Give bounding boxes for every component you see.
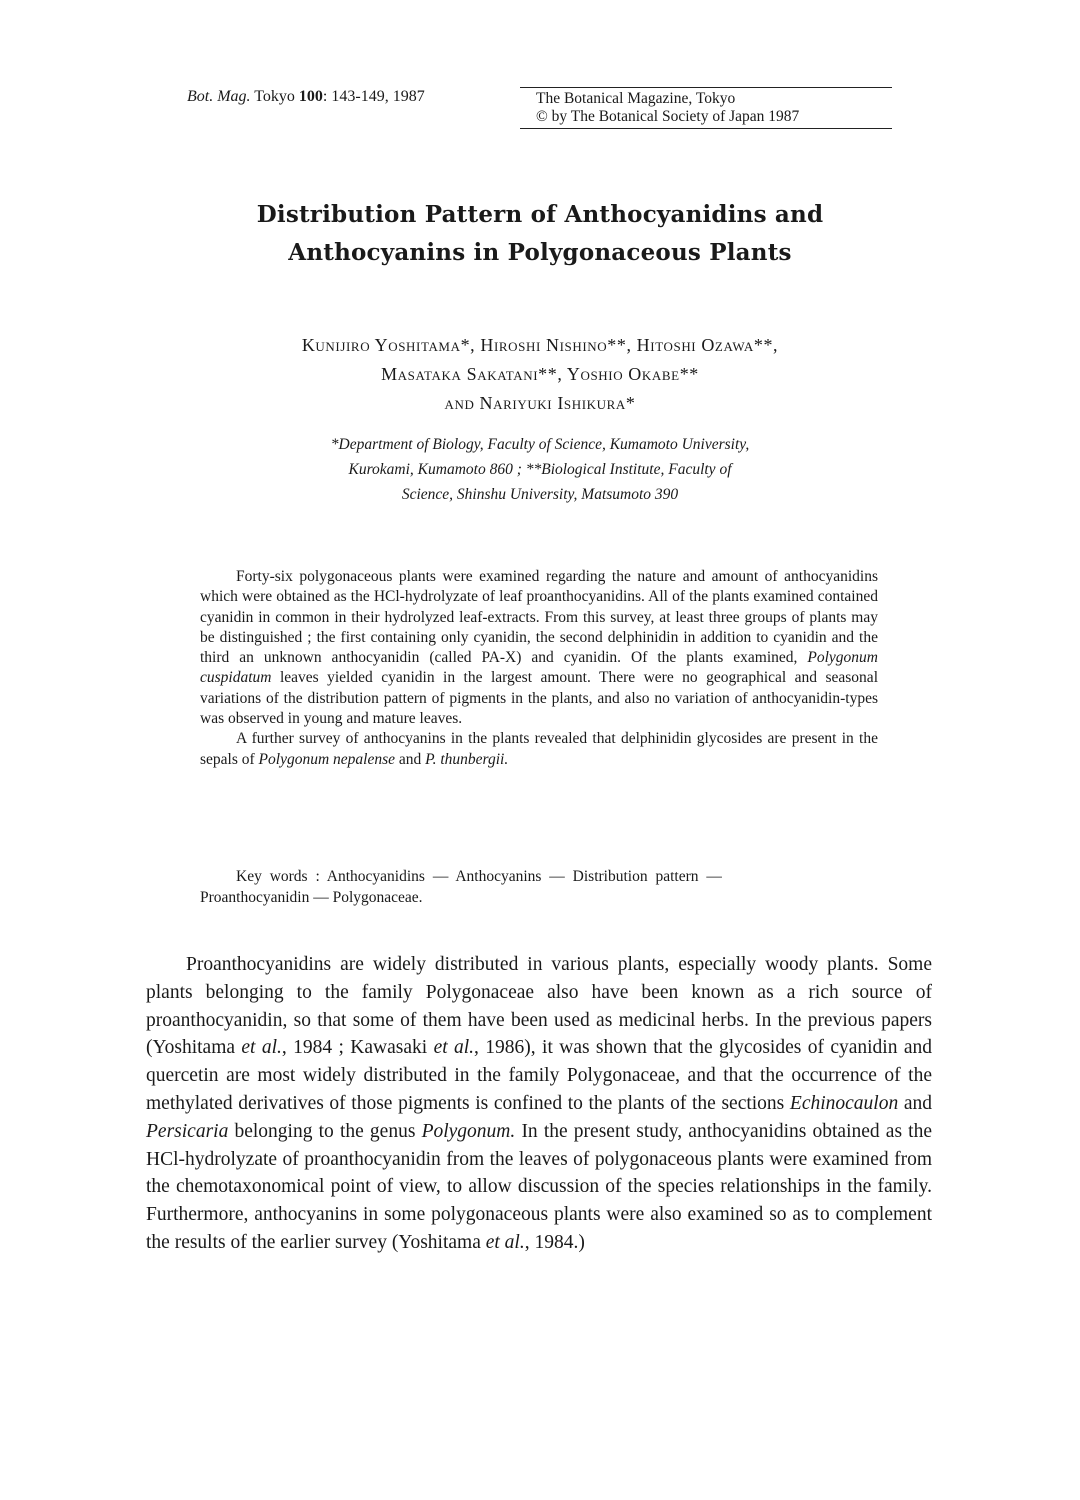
journal-city: Tokyo — [254, 88, 295, 105]
journal-volume: 100 — [298, 88, 323, 105]
abstract-text: Forty-six polygonaceous plants were examined regarding the nature and amount of anthocyanidins which were obtained as the HCl-hydrolyzate of leaf proanthocyanidins. All of the plants examined contained cyanidin in common in their hydrolyzed leaf-extracts. From this survey, at least three groups of plants may be distinguished ; the first containing only cyanidin, the second delphinidin in addition to cyanidin and the third an unknown anthocyanidin (called PA-X) and cyanidin. Of the plants examined, — [200, 568, 878, 667]
title-line-1: Distribution Pattern of Anthocyanidins and — [256, 201, 824, 228]
introduction-paragraph — [146, 951, 932, 1257]
abstract-paragraph-1 — [200, 567, 878, 729]
body-text: Proanthocyanidins are widely distributed in various plants, especially woody plants. Some plants belonging to the family Polygonaceae also have been known as a rich source of proanthocyanidin, so that some of them have been used as medicinal herbs. In the previous papers (Yoshitama — [146, 954, 932, 1059]
genus-name: Polygonum. — [421, 1120, 516, 1142]
abstract-text: leaves yielded cyanidin in the largest amount. There were no geographical and seasonal variations of the distribution pattern of pigments in the plants, and also no variation of anthocyanidin-types was observed in young and mature leaves. — [200, 669, 878, 728]
affiliation-line-3: Science, Shinshu University, Matsumoto 390 — [401, 486, 679, 503]
affiliations — [0, 432, 1080, 507]
body-text: and — [903, 1092, 932, 1114]
citation-etal: et al. — [433, 1037, 475, 1059]
species-name: P. thunbergii. — [425, 750, 509, 768]
body-text: belonging to the genus — [234, 1120, 416, 1142]
body-text: In the present study, anthocyanidins obtained as the HCl-hydrolyzate of proanthocyanidin from the leaves of polygonaceous plants were examined from the chemotaxonomical point of view, to allow discussion of the species relationships in the family. Furthermore, anthocyanins in some polygonaceous plants were also examined so as to complement the results of the earlier survey (Yoshitama — [146, 1120, 933, 1253]
journal-name: Bot. Mag. — [187, 88, 251, 105]
body-text: , 1984 ; Kawasaki — [281, 1037, 428, 1059]
masthead-line-1: The Botanical Magazine, Tokyo — [536, 90, 736, 107]
abstract-text: and — [398, 750, 422, 768]
journal-citation — [187, 88, 425, 106]
abstract-text: A further survey of anthocyanins in the plants revealed that delphinidin glycosides are present in the sepals of — [200, 730, 878, 768]
species-name: Polygonum nepalense — [258, 750, 395, 768]
section-name: Persicaria — [146, 1120, 229, 1142]
introduction — [146, 951, 932, 1257]
abstract-paragraph-2 — [200, 729, 878, 770]
authors-line-2: Masataka Sakatani**, Yoshio Okabe** — [381, 364, 699, 384]
section-name: Echinocaulon — [789, 1092, 899, 1114]
key-words-line-2: Proanthocyanidin — Polygonaceae. — [200, 889, 423, 906]
body-text: , 1984.) — [524, 1231, 585, 1253]
title-line-2: Anthocyanins in Polygonaceous Plants — [288, 239, 792, 266]
species-name: Polygonum cuspidatum — [200, 649, 879, 687]
author-list — [0, 331, 1080, 418]
abstract — [200, 567, 878, 770]
article-title — [0, 196, 1080, 272]
journal-pages-year: : 143-149, 1987 — [322, 88, 425, 105]
affiliation-line-2: Kurokami, Kumamoto 860 ; **Biological Institute, Faculty of — [348, 461, 732, 478]
key-words — [200, 866, 878, 908]
body-text: , 1986), it was shown that the glycosides of cyanidin and quercetin are most widely distributed in the family Polygonaceae, and that the occurrence of the methylated derivatives of those pigments is confined to the plants of the sections — [146, 1037, 932, 1114]
affiliation-line-1: *Department of Biology, Faculty of Science, Kumamoto University, — [330, 436, 750, 453]
masthead-line-2: © by The Botanical Society of Japan 1987 — [536, 108, 800, 125]
authors-line-1: Kunijiro Yoshitama*, Hiroshi Nishino**, Hitoshi Ozawa**, — [301, 335, 779, 355]
citation-etal: et al. — [485, 1231, 525, 1253]
authors-line-3: and Nariyuki Ishikura* — [444, 393, 636, 413]
key-words-line-1: Key words : Anthocyanidins — Anthocyanins — Distribution pattern — — [236, 868, 722, 885]
citation-etal: et al. — [241, 1037, 282, 1059]
journal-masthead — [520, 87, 892, 129]
